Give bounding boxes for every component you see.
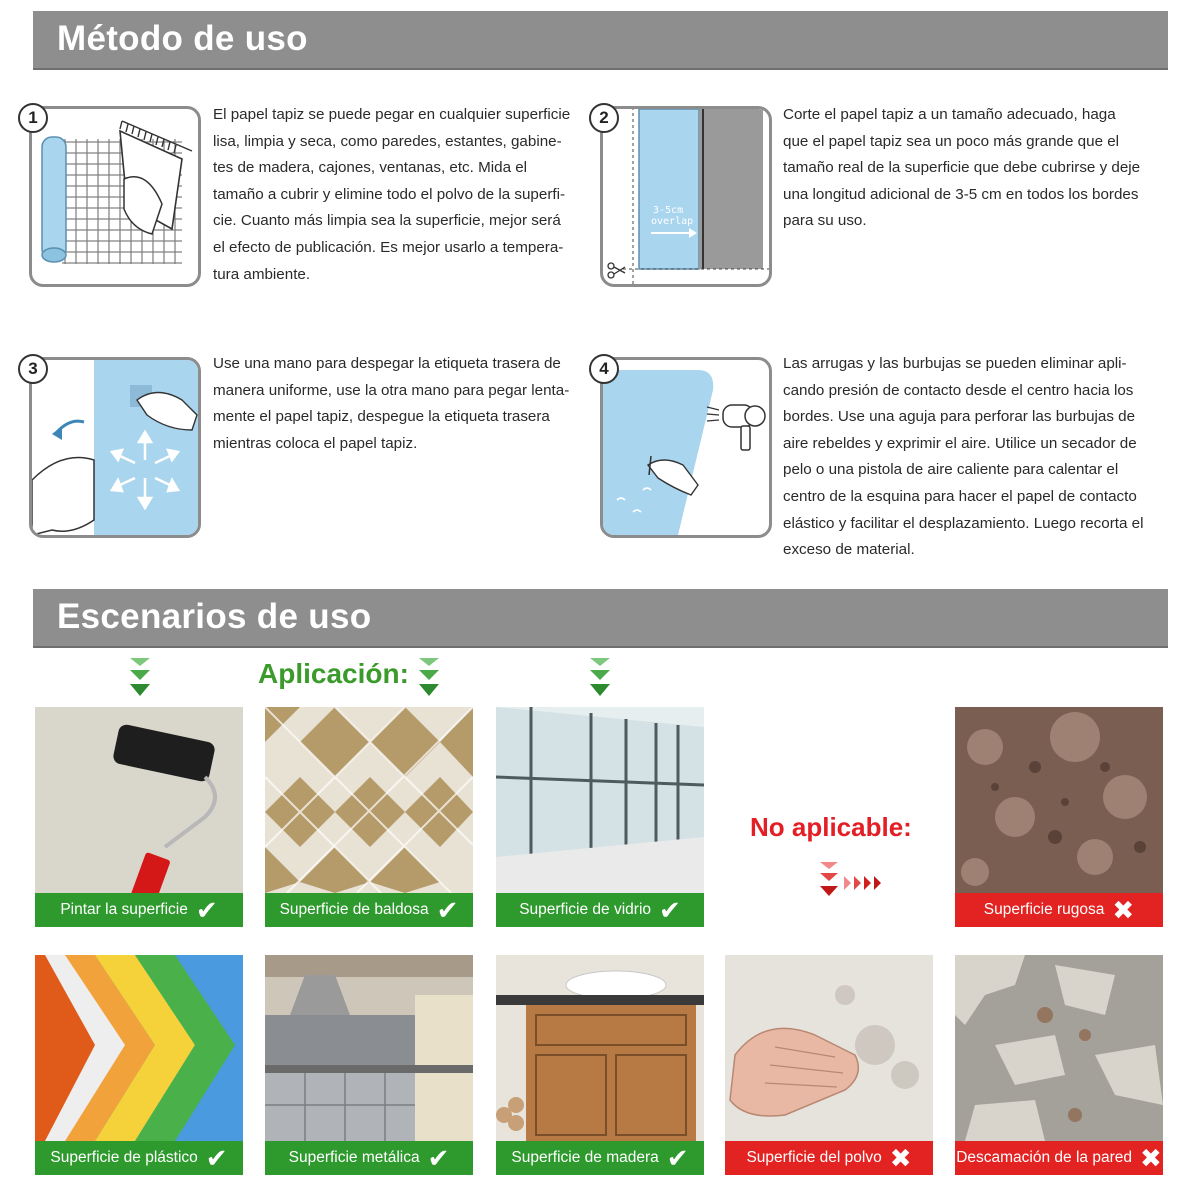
scenario-tile-rough [955,707,1163,927]
down-arrows-icon [588,656,612,700]
step-3-line: Use una mano para despegar la etiqueta trasera de [213,355,561,372]
cross-icon: ✖ [1139,1143,1162,1173]
overlap-text-2: overlap [651,216,694,227]
step-3-text [213,351,569,457]
check-icon: ✔ [205,1143,228,1173]
step-2-text [783,102,1140,235]
tile-label: Descamación de la pared [956,1149,1132,1166]
scenario-tile-paint [35,707,243,927]
scenarios-section-title: Escenarios de uso [57,597,372,636]
scenarios-section-header [33,589,1168,648]
step-4-illustration [600,357,772,538]
tile-label: Superficie de vidrio [519,901,652,918]
tile-label: Pintar la superficie [60,901,188,918]
tile-label: Superficie de baldosa [279,901,429,918]
step-4-line: Las arrugas y las burbujas se pueden eliminar apli- [783,355,1127,372]
step-4-line: cando presión de contacto desde el centro hacia los [783,381,1134,399]
step-1-line: El papel tapiz se puede pegar en cualquier superficie [213,106,571,123]
step-1-number: 1 [18,103,48,133]
step-2-line: que el papel tapiz sea un poco más grande que el [783,132,1120,150]
red-arrows-icon [818,860,888,906]
step-4-line: elástico y facilitar el desplazamiento. Luego recorta el [783,514,1144,532]
method-section-header [33,11,1168,70]
cross-icon: ✖ [1112,895,1135,925]
step-2-number: 2 [589,103,619,133]
step-1-text [213,102,570,288]
check-icon: ✔ [436,895,459,925]
scenario-tile-plastic [35,955,243,1175]
step-3-line: mente el papel tapiz, despegue la etiqueta trasera [213,408,550,426]
step-2-line: Corte el papel tapiz a un tamaño adecuado, haga [783,106,1116,123]
tile-label: Superficie del polvo [746,1149,882,1166]
step-1-line: cie. Cuanto más limpia sea la superficie, mejor será [213,212,561,230]
method-section-title: Método de uso [57,19,308,58]
check-icon: ✔ [427,1143,450,1173]
check-icon: ✔ [195,895,218,925]
down-arrows-icon [417,656,441,700]
step-2-illustration [600,106,772,287]
step-4-line: aire rebeldes y exprimir el aire. Utilice un secador de [783,434,1137,452]
scenario-tile-peeling [955,955,1163,1175]
step-2-line: una longitud adicional de 3-5 cm en todos los bordes [783,185,1139,203]
tile-label: Superficie de madera [511,1149,659,1166]
tile-label: Superficie metálica [288,1149,420,1166]
step-4-text [783,351,1143,564]
step-1-line: tamaño a cubrir y elimine todo el polvo de la superfi- [213,185,566,203]
scissors-icon [608,263,625,278]
step-4-line: exceso de material. [783,541,915,559]
step-2-line: tamaño real de la superficie que debe cubrirse y deje [783,159,1141,177]
down-arrows-icon [128,656,152,700]
step-1-illustration [29,106,201,287]
scenario-tile-wood [496,955,704,1175]
hair-dryer-icon [723,405,765,450]
cross-icon: ✖ [889,1143,912,1173]
step-4-number: 4 [589,354,619,384]
not-applicable-label: No aplicable: [750,812,912,842]
step-2-line: para su uso. [783,212,867,230]
overlap-text-1: 3-5cm [653,205,684,216]
check-icon: ✔ [666,1143,689,1173]
step-3-number: 3 [18,354,48,384]
step-3-illustration [29,357,201,538]
scenario-tile-metal [265,955,473,1175]
step-1-line: tura ambiente. [213,265,311,283]
check-icon: ✔ [659,895,681,925]
tile-label: Superficie rugosa [983,901,1105,918]
step-3-line: mientras coloca el papel tapiz. [213,434,418,452]
step-3-line: manera uniforme, use la otra mano para pegar lenta- [213,381,570,399]
step-1-line: tes de madera, cajones, ventanas, etc. Mida el [213,159,528,177]
scenario-tile-dust [725,955,933,1175]
applicable-label: Aplicación: [258,658,409,689]
step-1-line: el efecto de publicación. Es mejor usarlo a tempera- [213,238,564,256]
step-4-line: centro de la esquina para hacer el papel de contacto [783,487,1137,505]
scenario-tile-glass [496,707,704,927]
step-1-line: lisa, limpia y seca, como paredes, estantes, gabine- [213,132,562,150]
step-4-line: pelo o una pistola de aire caliente para calentar el [783,461,1119,479]
step-4-line: bordes. Use una aguja para perforar las burbujas de [783,408,1136,426]
tile-label: Superficie de plástico [50,1149,198,1166]
scenario-tile-tile [265,707,473,927]
